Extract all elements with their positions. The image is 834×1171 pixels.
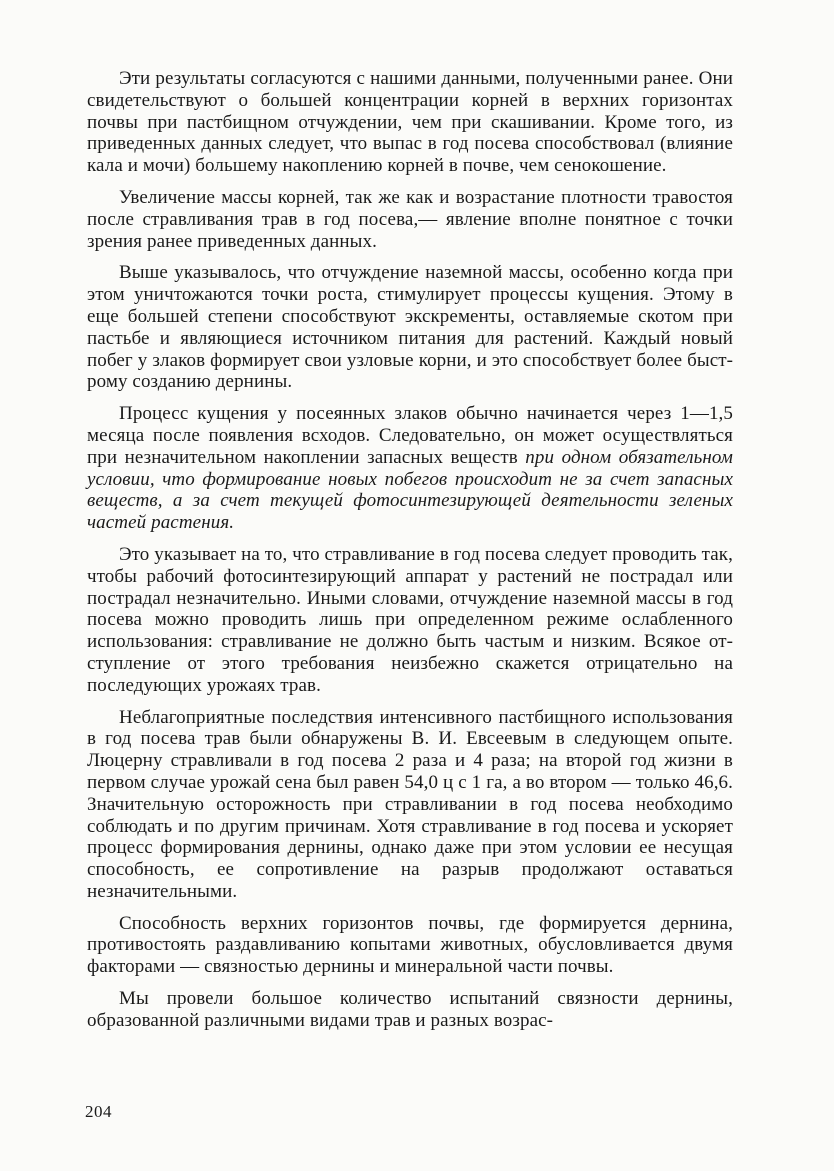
page-text: [87, 68, 733, 1032]
paragraph-1-text: Эти результаты согласуются с нашими данными, полученными ранее. Они свидетельствуют о большей концентрации корней в верхних горизонтах почвы при пастбищном отчуждении, чем при скашивании. Кроме того, из приведенных данных следует, что выпас в год посева способствовал (влияние кала и мочи) большему накоплению корней в почве, чем сенокошение.: [87, 68, 733, 177]
paragraph-2-text: Увеличение массы корней, так же как и возрастание плотности травостоя после стравливания трав в год посева,— явление вполне понятное с точки зрения ранее приведенных данных.: [87, 186, 733, 252]
paragraph-7: [87, 913, 733, 978]
paragraph-5: [87, 544, 733, 697]
page-number: 204: [85, 1102, 112, 1121]
paragraph-8: [87, 988, 733, 1032]
paragraph-1: [87, 68, 733, 177]
paragraph-7-text: Способность верхних горизонтов почвы, где формируется дернина, противостоять раздавливанию копытами животных, обусловливается двумя факторами — связностью дернины и минеральной части почвы.: [87, 912, 733, 978]
paragraph-8-text: Мы провели большое количество испытаний связности дернины, образованной различными видами трав и разных возрас-: [87, 988, 733, 1031]
paragraph-4-emphasis: при одном обязательном условии, что формирование новых побегов происходит не за счет запасных веществ, а за счет текущей фотосинтезирующей деятельности зеленых частей растения.: [87, 446, 734, 534]
paragraph-6-text: Неблагоприятные последствия интенсивного пастбищного использования в год посева трав были обнаружены В. И. Евсеевым в следующем опыте. Люцерну стравливали в год посева 2 раза и 4 раза; на второй год жизни в первом случае урожай сена был равен 54,0 ц с 1 га, а во втором — только 46,6. Значительную осторожность при стравливании в год посева необходимо соблюдать и по другим причинам. Хотя стравливание в год посева и ускоряет процесс формирования дернины, однако даже при этом условии ее несущая способность, ее сопротивление на разрыв продолжают оставаться незначительными.: [87, 706, 733, 902]
paragraph-2: [87, 187, 733, 252]
paragraph-4: [87, 403, 733, 534]
paragraph-3: [87, 262, 733, 393]
paragraph-6: [87, 707, 733, 903]
paragraph-5-text: Это указывает на то, что стравливание в год посева следует проводить так, чтобы рабочий фотосинтезирующий аппарат у растений не пострадал или пострадал незначительно. Иными словами, отчуждение наземной массы в год посева можно проводить лишь при определенном режиме ослабленного использования: стравливание не должно быть частым и низким. Всякое отступление от этого требования неизбежно скажется отрицательно на последующих урожаях трав.: [87, 543, 733, 696]
paragraph-3-text: Выше указывалось, что отчуждение наземной массы, особенно когда при этом уничтожаются точки роста, стимулирует процессы кущения. Этому в еще большей степени способствуют экскременты, оставляемые скотом при пастьбе и являющиеся источником питания для растений. Каждый новый побег у злаков формирует свои узловые корни, и это способствует более быстрому созданию дернины.: [87, 262, 733, 393]
paragraph-4-text: Процесс кущения у посеянных злаков обычно начинается через 1—1,5 месяца после появления всходов. Следовательно, он может осуществляться при незначительном накоплении запасных веществ: [87, 403, 733, 468]
